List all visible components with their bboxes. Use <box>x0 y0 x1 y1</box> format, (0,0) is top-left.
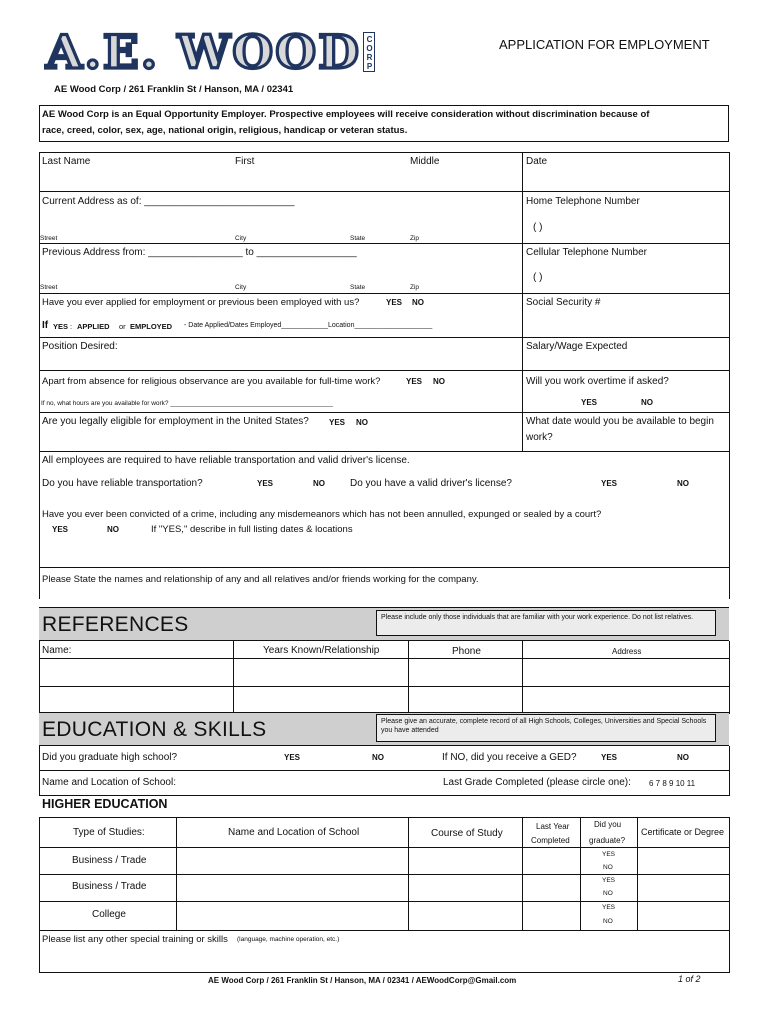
ged-yes[interactable]: YES <box>601 753 618 762</box>
legal-no[interactable]: NO <box>356 418 368 427</box>
begin-date-question-2: work? <box>526 432 553 443</box>
grade-options[interactable]: 6 7 8 9 10 11 <box>649 779 696 788</box>
ged-no[interactable]: NO <box>677 753 689 762</box>
full-time-no[interactable]: NO <box>433 377 445 386</box>
ref-col-address: Address <box>612 647 642 656</box>
he-col-course: Course of Study <box>431 828 503 839</box>
ref-col-name: Name: <box>42 645 72 656</box>
conviction-describe: If "YES," describe in full listing dates & locations <box>151 524 353 535</box>
higher-education-title: HIGHER EDUCATION <box>42 797 168 811</box>
he-row-3-yes[interactable]: YES <box>602 904 616 911</box>
conviction-question: Have you ever been convicted of a crime, including any misdemeanors which has not been annulled, expunged or sealed by a court? <box>42 509 602 520</box>
home-phone-label: Home Telephone Number <box>526 196 640 207</box>
cell-phone-label: Cellular Telephone Number <box>526 247 647 258</box>
relatives-question: Please State the names and relationship of any and all relatives and/or friends working for the company. <box>42 574 479 585</box>
svg-text:A.E. WOOD: A.E. WOOD <box>44 25 361 76</box>
he-row-1-no[interactable]: NO <box>603 864 613 871</box>
last-grade-label: Last Grade Completed (please circle one): <box>443 777 631 788</box>
other-training-label: Please list any other special training or skills <box>42 934 228 945</box>
street-label-2: Street <box>40 284 58 291</box>
he-row-3-no[interactable]: NO <box>603 918 613 925</box>
city-label-2: City <box>235 284 247 291</box>
state-label-2: State <box>350 284 366 291</box>
other-training-note: (language, machine operation, etc.) <box>237 936 340 943</box>
begin-date-question-1: What date would you be available to begin <box>526 416 714 427</box>
overtime-yes[interactable]: YES <box>581 398 598 407</box>
license-no[interactable]: NO <box>677 479 689 488</box>
applied-before-question: Have you ever applied for employment or previous been employed with us? <box>42 297 360 308</box>
references-title: REFERENCES <box>42 613 189 636</box>
position-desired-label: Position Desired: <box>42 341 118 352</box>
he-col-type: Type of Studies: <box>73 827 145 838</box>
ged-question: If NO, did you receive a GED? <box>442 752 577 763</box>
he-col-last-year-2: Completed <box>531 836 570 845</box>
he-col-school: Name and Location of School <box>228 827 360 838</box>
company-address: AE Wood Corp / 261 Franklin St / Hanson, MA / 02341 <box>54 84 294 95</box>
company-logo <box>42 24 382 76</box>
applied-details-label: - Date Applied/Dates Employed____________Location____________________ <box>184 322 433 329</box>
references-note: Please include only those individuals that are familiar with your work experience. Do not list relatives. <box>376 610 716 636</box>
employed-label: EMPLOYED <box>130 322 173 331</box>
logo-side-text: CORP <box>363 32 375 72</box>
last-name-label: Last Name <box>42 156 91 167</box>
full-time-yes[interactable]: YES <box>406 377 423 386</box>
full-time-question: Apart from absence for religious observance are you available for full-time work? <box>42 376 381 387</box>
he-row-2-type: Business / Trade <box>72 881 147 892</box>
transport-requirement: All employees are required to have reliable transportation and valid driver's license. <box>42 455 410 466</box>
home-phone-parens: ( ) <box>533 222 543 233</box>
current-address-label: Current Address as of: ___________________________ <box>42 196 295 207</box>
he-row-1-type: Business / Trade <box>72 855 147 866</box>
if-yes-label: YES <box>53 322 69 331</box>
hours-available-note: If no, what hours are you available for work? _____________________________________________ <box>41 400 334 407</box>
cell-phone-parens: ( ) <box>533 272 543 283</box>
street-label: Street <box>40 235 58 242</box>
reliable-transport-question: Do you have reliable transportation? <box>42 478 203 489</box>
he-col-cert: Certificate or Degree <box>641 827 725 837</box>
he-col-last-year-1: Last Year <box>536 822 570 831</box>
legal-eligibility-question: Are you legally eligible for employment in the United States? <box>42 416 309 427</box>
page-number: 1 of 2 <box>678 974 701 984</box>
ref-col-phone: Phone <box>452 646 481 657</box>
school-name-label: Name and Location of School: <box>42 777 176 788</box>
applied-before-yes[interactable]: YES <box>386 298 403 307</box>
overtime-question: Will you work overtime if asked? <box>526 376 669 387</box>
he-row-1-yes[interactable]: YES <box>602 851 616 858</box>
form-title: APPLICATION FOR EMPLOYMENT <box>499 37 710 52</box>
middle-name-label: Middle <box>410 156 440 167</box>
education-title: EDUCATION & SKILLS <box>42 718 267 741</box>
overtime-no[interactable]: NO <box>641 398 653 407</box>
license-question: Do you have a valid driver's license? <box>350 478 512 489</box>
if-colon: : <box>70 322 73 331</box>
zip-label-2: Zip <box>410 284 420 291</box>
or-label: or <box>119 322 126 331</box>
state-label: State <box>350 235 366 242</box>
transport-yes[interactable]: YES <box>257 479 274 488</box>
first-name-label: First <box>235 156 255 167</box>
if-label: If <box>42 320 49 331</box>
graduate-hs-no[interactable]: NO <box>372 753 384 762</box>
previous-address-label: Previous Address from: _________________ to __________________ <box>42 247 357 258</box>
he-col-did-you-2: graduate? <box>589 836 626 845</box>
transport-no[interactable]: NO <box>313 479 325 488</box>
eeo-line-1: AE Wood Corp is an Equal Opportunity Employer. Prospective employees will receive consideration without discrimination because of <box>42 109 650 120</box>
he-row-2-yes[interactable]: YES <box>602 877 616 884</box>
conviction-yes[interactable]: YES <box>52 525 69 534</box>
zip-label: Zip <box>410 235 420 242</box>
footer-address: AE Wood Corp / 261 Franklin St / Hanson, MA / 02341 / AEWoodCorp@Gmail.com <box>208 976 517 985</box>
he-row-3-type: College <box>92 909 126 920</box>
conviction-no[interactable]: NO <box>107 525 119 534</box>
date-label: Date <box>526 156 548 167</box>
salary-expected-label: Salary/Wage Expected <box>526 341 628 352</box>
he-row-2-no[interactable]: NO <box>603 890 613 897</box>
graduate-hs-yes[interactable]: YES <box>284 753 301 762</box>
eeo-line-2: race, creed, color, sex, age, national origin, religious, handicap or veteran status. <box>42 125 408 136</box>
graduate-hs-question: Did you graduate high school? <box>42 752 178 763</box>
ref-col-years: Years Known/Relationship <box>263 645 380 656</box>
applied-before-no[interactable]: NO <box>412 298 424 307</box>
city-label: City <box>235 235 247 242</box>
legal-yes[interactable]: YES <box>329 418 346 427</box>
ssn-label: Social Security # <box>526 297 601 308</box>
applied-label: APPLIED <box>77 322 110 331</box>
license-yes[interactable]: YES <box>601 479 618 488</box>
education-note: Please give an accurate, complete record of all High Schools, Colleges, Universities and Special Schools you have attended <box>376 714 716 742</box>
he-col-did-you-1: Did you <box>594 820 622 829</box>
